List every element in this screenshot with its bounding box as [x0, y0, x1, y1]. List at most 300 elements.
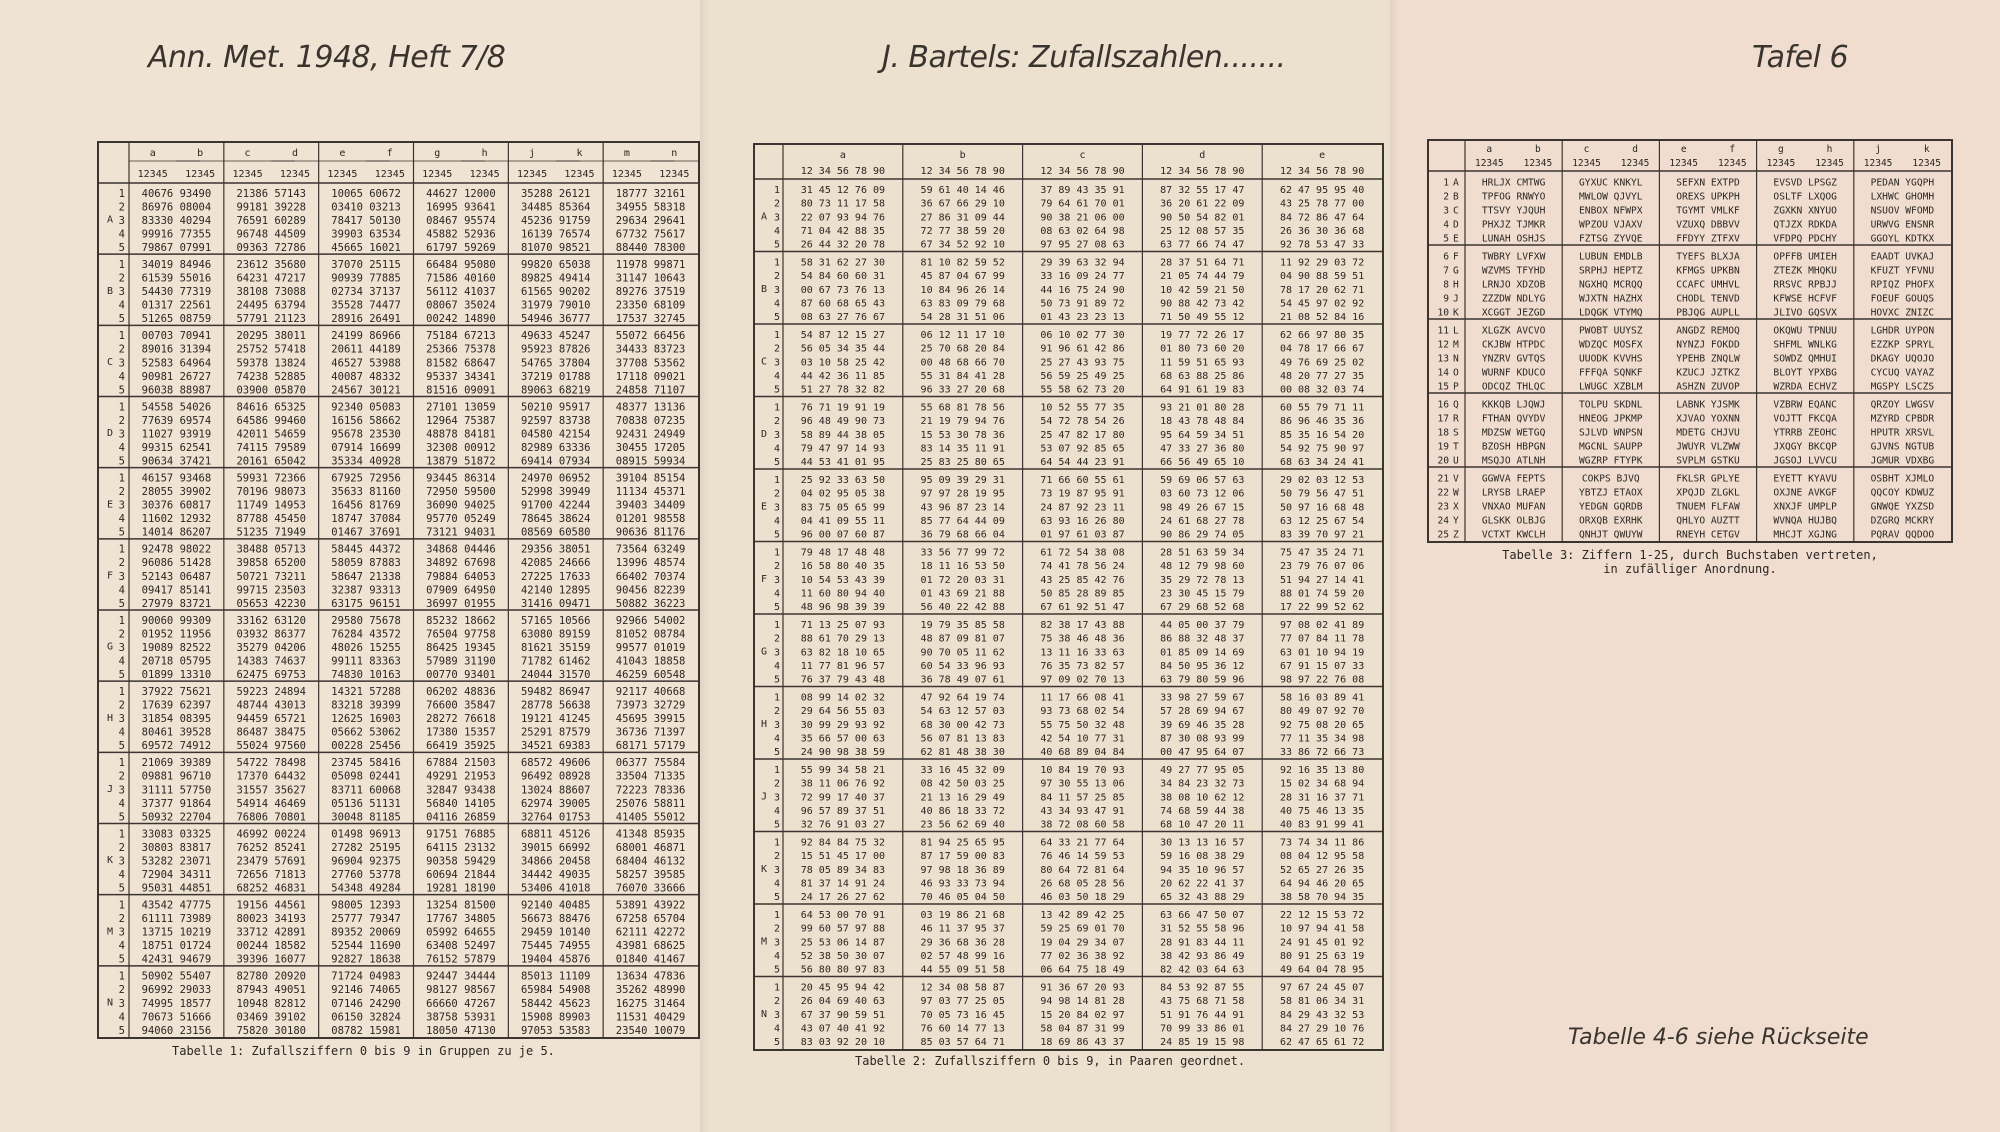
- letter-groups: OPFFB UMIEH: [1773, 251, 1837, 263]
- digit-group-pair: 39104 85154: [615, 472, 686, 485]
- letter-groups: DKAGY UQOJO: [1870, 353, 1935, 365]
- digit-group-pair: 20718 05795: [141, 655, 212, 668]
- row-number: 4: [118, 370, 125, 383]
- digit-group-pair: 96086 51428: [141, 557, 212, 570]
- digit-group-pair: 05653 42230: [236, 597, 307, 610]
- digit-group-pair: 36090 94025: [426, 499, 496, 512]
- row-number: 18: [1437, 427, 1449, 439]
- digit-pairs: 99 60 57 97 88: [800, 923, 886, 935]
- row-number: 23: [1437, 501, 1449, 513]
- digit-pairs: 20 45 95 94 42: [800, 982, 886, 994]
- digit-pairs: 80 64 72 81 64: [1040, 864, 1125, 876]
- row-letter: X: [1453, 501, 1459, 513]
- letter-groups: YBTZJ ETAOX: [1579, 487, 1643, 499]
- digit-group-pair: 38488 05713: [236, 543, 307, 556]
- column-letter: f: [1729, 144, 1736, 155]
- letter-groups: LRNJO XDZOB: [1481, 279, 1546, 291]
- row-number: 2: [118, 984, 125, 997]
- digit-group-pair: 48878 84181: [426, 428, 496, 441]
- letter-groups: HPUTR XRSVL: [1870, 427, 1935, 439]
- digit-group-pair: 92447 34444: [426, 970, 496, 983]
- row-number: 24: [1437, 515, 1449, 527]
- row-number: 1: [118, 757, 125, 770]
- digit-group-pair: 78645 38624: [520, 513, 591, 526]
- digit-group-pair: 25291 87579: [520, 726, 591, 739]
- table-3-caption: [1472, 548, 1908, 576]
- digit-pairs: 48 87 09 81 07: [920, 633, 1005, 645]
- digit-pairs: 55 75 50 32 48: [1040, 719, 1125, 731]
- letter-groups: LGHDR UYPON: [1870, 325, 1935, 337]
- digit-pairs: 28 91 83 44 11: [1160, 937, 1245, 949]
- block-letter: M: [107, 926, 114, 938]
- digit-group-pair: 60694 21844: [426, 869, 496, 882]
- table-1-random-digits-groups-of-5: [97, 141, 700, 1039]
- digit-group-pair: 39858 65200: [236, 557, 307, 570]
- digit-pairs: 36 20 61 22 09: [1160, 198, 1245, 210]
- digit-group-pair: 68171 57179: [615, 740, 686, 753]
- letter-groups: RRSVC RPBJJ: [1773, 279, 1837, 291]
- digit-group-pair: 74830 10163: [331, 669, 401, 682]
- digit-group-pair: 37219 01788: [520, 370, 591, 383]
- block-letter: G: [107, 641, 114, 653]
- letter-groups: OSLTF LXQOG: [1773, 191, 1837, 203]
- letter-groups: BLOYT YPXBG: [1773, 367, 1837, 379]
- digit-pairs: 58 89 44 38 05: [800, 429, 886, 441]
- letter-groups: JXQGY BKCQP: [1773, 441, 1837, 453]
- digit-group-pair: 69572 74912: [141, 740, 212, 753]
- row-number: 3: [118, 357, 125, 370]
- digit-group-pair: 90981 26727: [141, 370, 212, 383]
- digit-pairs: 15 20 84 02 97: [1040, 1009, 1125, 1021]
- row-number: 4: [773, 660, 780, 672]
- digit-group-pair: 70673 51666: [141, 1011, 212, 1024]
- column-letter: e: [1319, 150, 1326, 161]
- row-number: 4: [773, 298, 780, 310]
- digit-group-pair: 52998 39949: [520, 486, 591, 499]
- column-letter: a: [149, 148, 156, 159]
- digit-pairs: 10 42 59 21 50: [1160, 284, 1245, 296]
- page-fold: [1390, 0, 1400, 1132]
- digit-group-pair: 24495 63794: [236, 299, 307, 312]
- digit-pairs: 38 72 08 60 58: [1040, 819, 1125, 831]
- digit-group-pair: 37070 25115: [331, 259, 401, 272]
- digit-pairs: 97 30 55 13 06: [1040, 778, 1125, 790]
- digit-pairs: 74 41 78 56 24: [1040, 561, 1125, 573]
- row-letter: V: [1453, 473, 1459, 485]
- digit-pairs: 25 70 68 20 84: [920, 343, 1005, 355]
- digit-group-pair: 79884 64053: [426, 570, 496, 583]
- digit-group-pair: 95031 44851: [141, 882, 212, 895]
- digit-group-pair: 49291 21953: [426, 770, 496, 783]
- row-letter: Q: [1453, 399, 1459, 411]
- digit-group-pair: 99916 77355: [141, 228, 212, 241]
- digit-pairs: 67 37 90 59 51: [800, 1009, 886, 1021]
- digit-pairs: 90 86 29 74 05: [1160, 529, 1245, 541]
- digit-pairs: 79 64 61 70 01: [1040, 198, 1125, 210]
- digit-group-pair: 12964 75387: [426, 414, 496, 427]
- digit-pairs: 97 67 24 45 07: [1279, 982, 1365, 994]
- digit-group-pair: 68001 46871: [615, 841, 686, 854]
- letter-groups: VZUXQ DBBVV: [1676, 219, 1740, 231]
- row-number: 5: [118, 242, 125, 255]
- letter-groups: XNXJF UMPLP: [1773, 501, 1837, 513]
- digit-group-pair: 01201 98558: [615, 513, 686, 526]
- row-number: 2: [773, 778, 780, 790]
- row-number: 2: [118, 486, 125, 499]
- letter-groups: KFUZT YFVNU: [1870, 265, 1935, 277]
- digit-pairs: 92 78 53 47 33: [1279, 239, 1365, 251]
- row-number: 5: [773, 819, 780, 831]
- digit-pairs: 52 65 27 26 35: [1279, 864, 1365, 876]
- row-number: 5: [118, 811, 125, 824]
- row-number: 17: [1437, 413, 1449, 425]
- digit-pairs: 58 31 62 27 30: [800, 257, 886, 269]
- column-digits: 12345: [516, 169, 548, 180]
- digit-pairs: 13 42 89 42 25: [1040, 909, 1125, 921]
- row-letter: U: [1453, 455, 1459, 467]
- digit-group-pair: 17380 15357: [426, 726, 496, 739]
- letter-groups: GYXUC KNKYL: [1579, 177, 1643, 189]
- digit-pairs: 40 83 91 99 41: [1279, 819, 1365, 831]
- letter-groups: VOJTT FKCQA: [1773, 413, 1837, 425]
- row-number: 1: [773, 329, 780, 341]
- digit-pairs: 54 84 60 60 31: [800, 271, 886, 283]
- digit-group-pair: 76152 57879: [426, 953, 496, 966]
- digit-pairs: 96 33 27 20 68: [920, 384, 1005, 396]
- digit-group-pair: 34442 49035: [520, 869, 591, 882]
- row-number: 1: [773, 837, 780, 849]
- digit-group-pair: 34485 85364: [520, 201, 591, 214]
- digit-group-pair: 57165 10566: [520, 614, 591, 627]
- row-number: 2: [773, 343, 780, 355]
- digit-group-pair: 36736 71397: [615, 726, 686, 739]
- digit-group-pair: 28916 26491: [331, 313, 401, 326]
- digit-group-pair: 23479 57691: [236, 855, 307, 868]
- digit-pairs: 11 59 51 65 93: [1160, 357, 1245, 369]
- digit-pairs: 23 30 45 15 79: [1160, 588, 1245, 600]
- digit-pairs: 48 96 98 39 39: [800, 602, 886, 614]
- digit-pairs: 65 32 43 88 29: [1160, 892, 1245, 904]
- row-number: 3: [773, 1009, 780, 1021]
- digit-group-pair: 08569 60580: [520, 526, 591, 539]
- digit-pairs: 71 66 60 55 61: [1040, 474, 1125, 486]
- digit-pairs: 06 12 11 17 10: [920, 329, 1005, 341]
- digit-pairs: 77 02 36 38 92: [1040, 950, 1125, 962]
- digit-group-pair: 27101 13059: [426, 401, 496, 414]
- column-letter: c: [1583, 144, 1590, 155]
- digit-pairs: 55 58 62 73 20: [1040, 384, 1125, 396]
- table-1-grid: [99, 143, 698, 1037]
- digit-group-pair: 21069 39389: [141, 757, 212, 770]
- digit-group-pair: 50902 55407: [141, 970, 212, 983]
- digit-pairs: 19 79 35 85 58: [920, 619, 1005, 631]
- digit-pairs: 78 05 89 34 83: [800, 864, 886, 876]
- digit-pairs: 97 08 02 41 89: [1279, 619, 1365, 631]
- letter-groups: PBJQG AUPLL: [1676, 307, 1740, 319]
- digit-group-pair: 39015 66992: [520, 841, 591, 854]
- digit-pairs: 40 68 89 04 84: [1040, 747, 1125, 759]
- digit-pairs: 87 32 55 17 47: [1160, 184, 1245, 196]
- digit-pairs: 75 38 46 48 36: [1040, 633, 1125, 645]
- digit-group-pair: 00242 14890: [426, 313, 496, 326]
- row-number: 1: [773, 909, 780, 921]
- row-number: 3: [773, 647, 780, 659]
- row-number: 2: [773, 706, 780, 718]
- row-number: 13: [1437, 353, 1449, 365]
- column-letter: e: [339, 148, 346, 159]
- table-3-grid: [1429, 141, 1951, 541]
- digit-pairs: 59 61 40 14 46: [920, 184, 1005, 196]
- row-number: 7: [1443, 265, 1449, 277]
- digit-pairs: 18 69 86 43 37: [1040, 1037, 1125, 1049]
- digit-pairs: 39 69 46 35 28: [1160, 719, 1245, 731]
- row-number: 4: [118, 726, 125, 739]
- digit-pairs: 58 04 87 31 99: [1040, 1023, 1125, 1035]
- letter-groups: NGXHQ MCRQQ: [1579, 279, 1643, 291]
- digit-group-pair: 76252 85241: [236, 841, 307, 854]
- digit-pairs: 00 47 95 64 07: [1160, 747, 1245, 759]
- digit-group-pair: 76591 60289: [236, 214, 307, 227]
- digit-group-pair: 14014 86207: [141, 526, 212, 539]
- letter-groups: LWUGC XZBLM: [1579, 381, 1643, 393]
- digit-group-pair: 20295 38011: [236, 330, 307, 343]
- plate-number: Tafel 6: [1752, 40, 1849, 75]
- digit-pairs: 83 75 05 65 99: [800, 502, 886, 514]
- column-letter: a: [1486, 144, 1493, 155]
- digit-group-pair: 03469 39102: [236, 1011, 307, 1024]
- digit-group-pair: 58442 45623: [520, 997, 591, 1010]
- digit-group-pair: 95923 87826: [520, 343, 591, 356]
- letter-groups: OKQWU TPNUU: [1773, 325, 1837, 337]
- table-1-caption: Tabelle 1: Zufallsziffern 0 bis 9 in Gruppen zu je 5.: [172, 1044, 555, 1058]
- digit-pairs: 77 11 35 34 98: [1279, 733, 1365, 745]
- row-number: 3: [118, 713, 125, 726]
- digit-pairs: 10 84 96 26 14: [920, 284, 1005, 296]
- digit-group-pair: 30048 81185: [331, 811, 401, 824]
- row-number: 3: [1443, 205, 1449, 217]
- letter-groups: QTJZX RDKDA: [1773, 219, 1837, 231]
- letter-groups: ORXQB EXRHK: [1579, 515, 1643, 527]
- row-number: 4: [118, 1011, 125, 1024]
- block-letter: K: [107, 855, 114, 867]
- digit-pairs: 04 90 88 59 51: [1279, 271, 1365, 283]
- digit-group-pair: 31979 79010: [520, 299, 591, 312]
- digit-group-pair: 36997 01955: [426, 597, 496, 610]
- digit-pairs: 96 48 49 90 73: [800, 416, 886, 428]
- digit-pairs: 67 34 52 92 10: [920, 239, 1005, 251]
- column-letter: f: [386, 148, 393, 159]
- digit-group-pair: 84616 65325: [236, 401, 307, 414]
- digit-group-pair: 50721 73211: [236, 570, 307, 583]
- digit-pairs: 96 57 89 37 51: [800, 805, 886, 817]
- row-number: 4: [118, 299, 125, 312]
- digit-pairs: 59 69 06 57 63: [1160, 474, 1245, 486]
- digit-pairs: 08 04 12 95 58: [1279, 851, 1365, 863]
- column-letter: h: [481, 148, 488, 159]
- letter-groups: YTRRB ZEOHC: [1773, 427, 1837, 439]
- row-number: 3: [773, 284, 780, 296]
- digit-group-pair: 65984 54908: [520, 984, 591, 997]
- digit-pairs: 03 10 58 25 42: [800, 357, 886, 369]
- digit-pairs: 04 02 95 05 38: [800, 488, 886, 500]
- digit-pairs: 63 66 47 50 07: [1160, 909, 1245, 921]
- digit-group-pair: 11978 99871: [615, 259, 686, 272]
- digit-pairs: 60 54 33 96 93: [920, 660, 1005, 672]
- digit-group-pair: 54765 37804: [520, 357, 591, 370]
- row-number: 6: [1443, 251, 1449, 263]
- digit-group-pair: 03900 05870: [236, 384, 307, 397]
- digit-pairs: 97 97 28 19 95: [920, 488, 1005, 500]
- row-number: 4: [1443, 219, 1449, 231]
- digit-group-pair: 00244 18582: [236, 940, 307, 953]
- digit-pairs: 63 12 25 67 54: [1279, 515, 1365, 527]
- digit-group-pair: 19156 44561: [236, 899, 307, 912]
- letter-groups: TWBRY LVFXW: [1481, 251, 1546, 263]
- digit-group-pair: 11134 45371: [615, 486, 686, 499]
- letter-groups: MSQJO ATLNH: [1481, 455, 1546, 467]
- digit-group-pair: 46259 60548: [615, 669, 686, 682]
- digit-group-pair: 87943 49051: [236, 984, 307, 997]
- row-number: 4: [118, 584, 125, 597]
- row-number: 2: [773, 923, 780, 935]
- column-digits: 12345: [327, 169, 358, 180]
- column-digits: 12345: [659, 169, 690, 180]
- digit-group-pair: 13254 81500: [426, 899, 496, 912]
- digit-pairs: 83 03 92 20 10: [800, 1037, 886, 1049]
- letter-groups: ZGXKN XNYUO: [1773, 205, 1837, 217]
- digit-pairs: 70 05 73 16 45: [920, 1009, 1005, 1021]
- block-letter: N: [761, 1008, 768, 1020]
- block-letter: A: [761, 211, 768, 223]
- digit-pairs: 63 93 16 26 80: [1040, 515, 1125, 527]
- digit-group-pair: 92827 18638: [331, 953, 401, 966]
- digit-pairs: 97 95 27 08 63: [1040, 239, 1125, 251]
- column-digits: 12345: [279, 169, 311, 180]
- reverse-side-note: Tabelle 4-6 siehe Rückseite: [1568, 1025, 1869, 1050]
- row-letter: P: [1453, 381, 1459, 393]
- digit-group-pair: 24199 86966: [331, 330, 401, 343]
- digit-pairs: 71 50 49 55 12: [1160, 312, 1245, 324]
- digit-group-pair: 68572 49606: [520, 757, 591, 770]
- row-number: 1: [1443, 177, 1449, 189]
- digit-group-pair: 89825 49414: [520, 272, 591, 285]
- digit-group-pair: 96748 44509: [236, 228, 307, 241]
- row-number: 2: [1443, 191, 1449, 203]
- digit-pairs: 85 77 64 44 09: [920, 515, 1005, 527]
- digit-group-pair: 50882 36223: [615, 597, 686, 610]
- digit-group-pair: 70196 98073: [236, 486, 307, 499]
- digit-group-pair: 72656 71813: [236, 869, 307, 882]
- digit-group-pair: 81516 09091: [426, 384, 496, 397]
- digit-pairs: 00 08 32 03 74: [1279, 384, 1365, 396]
- digit-pairs: 90 70 05 11 62: [920, 647, 1005, 659]
- digit-group-pair: 59931 72366: [236, 472, 307, 485]
- digit-group-pair: 73973 32729: [615, 699, 686, 712]
- column-letter: g: [434, 148, 441, 159]
- digit-group-pair: 90060 99309: [141, 614, 212, 627]
- block-letter: E: [107, 499, 114, 511]
- digit-pairs: 49 64 04 78 95: [1279, 964, 1365, 976]
- letter-groups: WZRDA ECHVZ: [1773, 381, 1837, 393]
- digit-pairs: 35 29 72 78 13: [1160, 574, 1245, 586]
- pair-header: 12 34 56 78 90: [1040, 166, 1125, 177]
- letter-groups: QRZOY LWGSV: [1870, 399, 1935, 411]
- digit-pairs: 58 81 06 34 31: [1279, 996, 1365, 1008]
- digit-pairs: 97 98 18 36 89: [920, 864, 1005, 876]
- digit-group-pair: 34521 69383: [520, 740, 591, 753]
- digit-pairs: 51 94 27 14 41: [1279, 574, 1365, 586]
- letter-groups: MGCNL SAUPP: [1579, 441, 1643, 453]
- digit-pairs: 03 60 73 12 06: [1160, 488, 1245, 500]
- digit-pairs: 62 81 48 38 30: [920, 747, 1005, 759]
- digit-group-pair: 64231 47217: [236, 272, 307, 285]
- row-number: 1: [118, 543, 125, 556]
- digit-pairs: 50 73 91 89 72: [1040, 298, 1125, 310]
- digit-group-pair: 32387 93313: [331, 584, 401, 597]
- column-digits: 12345: [374, 169, 405, 180]
- row-letter: K: [1453, 307, 1459, 319]
- digit-group-pair: 08782 15981: [331, 1024, 401, 1037]
- digit-pairs: 03 19 86 21 68: [920, 909, 1005, 921]
- digit-pairs: 38 11 06 76 92: [800, 778, 886, 790]
- digit-pairs: 84 72 86 47 64: [1279, 212, 1365, 224]
- digit-pairs: 64 91 61 19 83: [1160, 384, 1245, 396]
- letter-groups: FTHAN QVYDV: [1481, 413, 1546, 425]
- digit-group-pair: 58647 21338: [331, 570, 401, 583]
- digit-pairs: 33 16 09 24 77: [1040, 271, 1125, 283]
- row-letter: B: [1453, 191, 1459, 203]
- digit-group-pair: 31557 35627: [236, 784, 307, 797]
- letter-groups: TTSVY YJQUH: [1481, 205, 1546, 217]
- digit-group-pair: 01899 13310: [141, 669, 212, 682]
- letter-groups: QQCOY KDWUZ: [1870, 487, 1935, 499]
- digit-pairs: 26 44 32 20 78: [800, 239, 886, 251]
- row-number: 3: [773, 792, 780, 804]
- letter-groups: KFWSE HCFVF: [1773, 293, 1837, 305]
- digit-group-pair: 06377 75584: [615, 757, 686, 770]
- digit-group-pair: 62111 42272: [615, 926, 686, 939]
- digit-pairs: 93 73 68 02 54: [1040, 706, 1125, 718]
- digit-group-pair: 00770 93401: [426, 669, 496, 682]
- digit-group-pair: 32308 00912: [426, 442, 496, 455]
- digit-pairs: 44 55 09 51 58: [920, 964, 1005, 976]
- digit-group-pair: 92597 83738: [520, 414, 591, 427]
- digit-group-pair: 54430 77319: [141, 286, 212, 299]
- digit-pairs: 71 04 42 88 35: [800, 225, 886, 237]
- digit-group-pair: 18751 01724: [141, 940, 212, 953]
- digit-group-pair: 71586 40160: [426, 272, 496, 285]
- digit-pairs: 80 49 07 92 70: [1279, 706, 1365, 718]
- letter-groups: MDZSW WETGQ: [1481, 427, 1546, 439]
- row-number: 1: [773, 184, 780, 196]
- digit-group-pair: 16139 76574: [520, 228, 591, 241]
- digit-pairs: 54 87 12 15 27: [800, 329, 886, 341]
- digit-group-pair: 46157 93468: [141, 472, 212, 485]
- letter-groups: WZVMS TFYHD: [1481, 265, 1546, 277]
- digit-group-pair: 52583 64964: [141, 357, 212, 370]
- digit-group-pair: 79867 07991: [141, 242, 212, 255]
- letter-groups: COKPS BJVQ: [1581, 473, 1640, 485]
- digit-group-pair: 95337 34341: [426, 370, 496, 383]
- letter-groups: SOWDZ QMHUI: [1773, 353, 1837, 365]
- digit-group-pair: 64586 99460: [236, 414, 307, 427]
- row-number: 5: [118, 526, 125, 539]
- digit-pairs: 67 61 92 51 47: [1040, 602, 1125, 614]
- letter-groups: EAADT UVKAJ: [1870, 251, 1935, 263]
- digit-pairs: 25 47 82 17 80: [1040, 429, 1125, 441]
- digit-group-pair: 90358 59429: [426, 855, 496, 868]
- letter-groups: XCGGT JEZGD: [1481, 307, 1546, 319]
